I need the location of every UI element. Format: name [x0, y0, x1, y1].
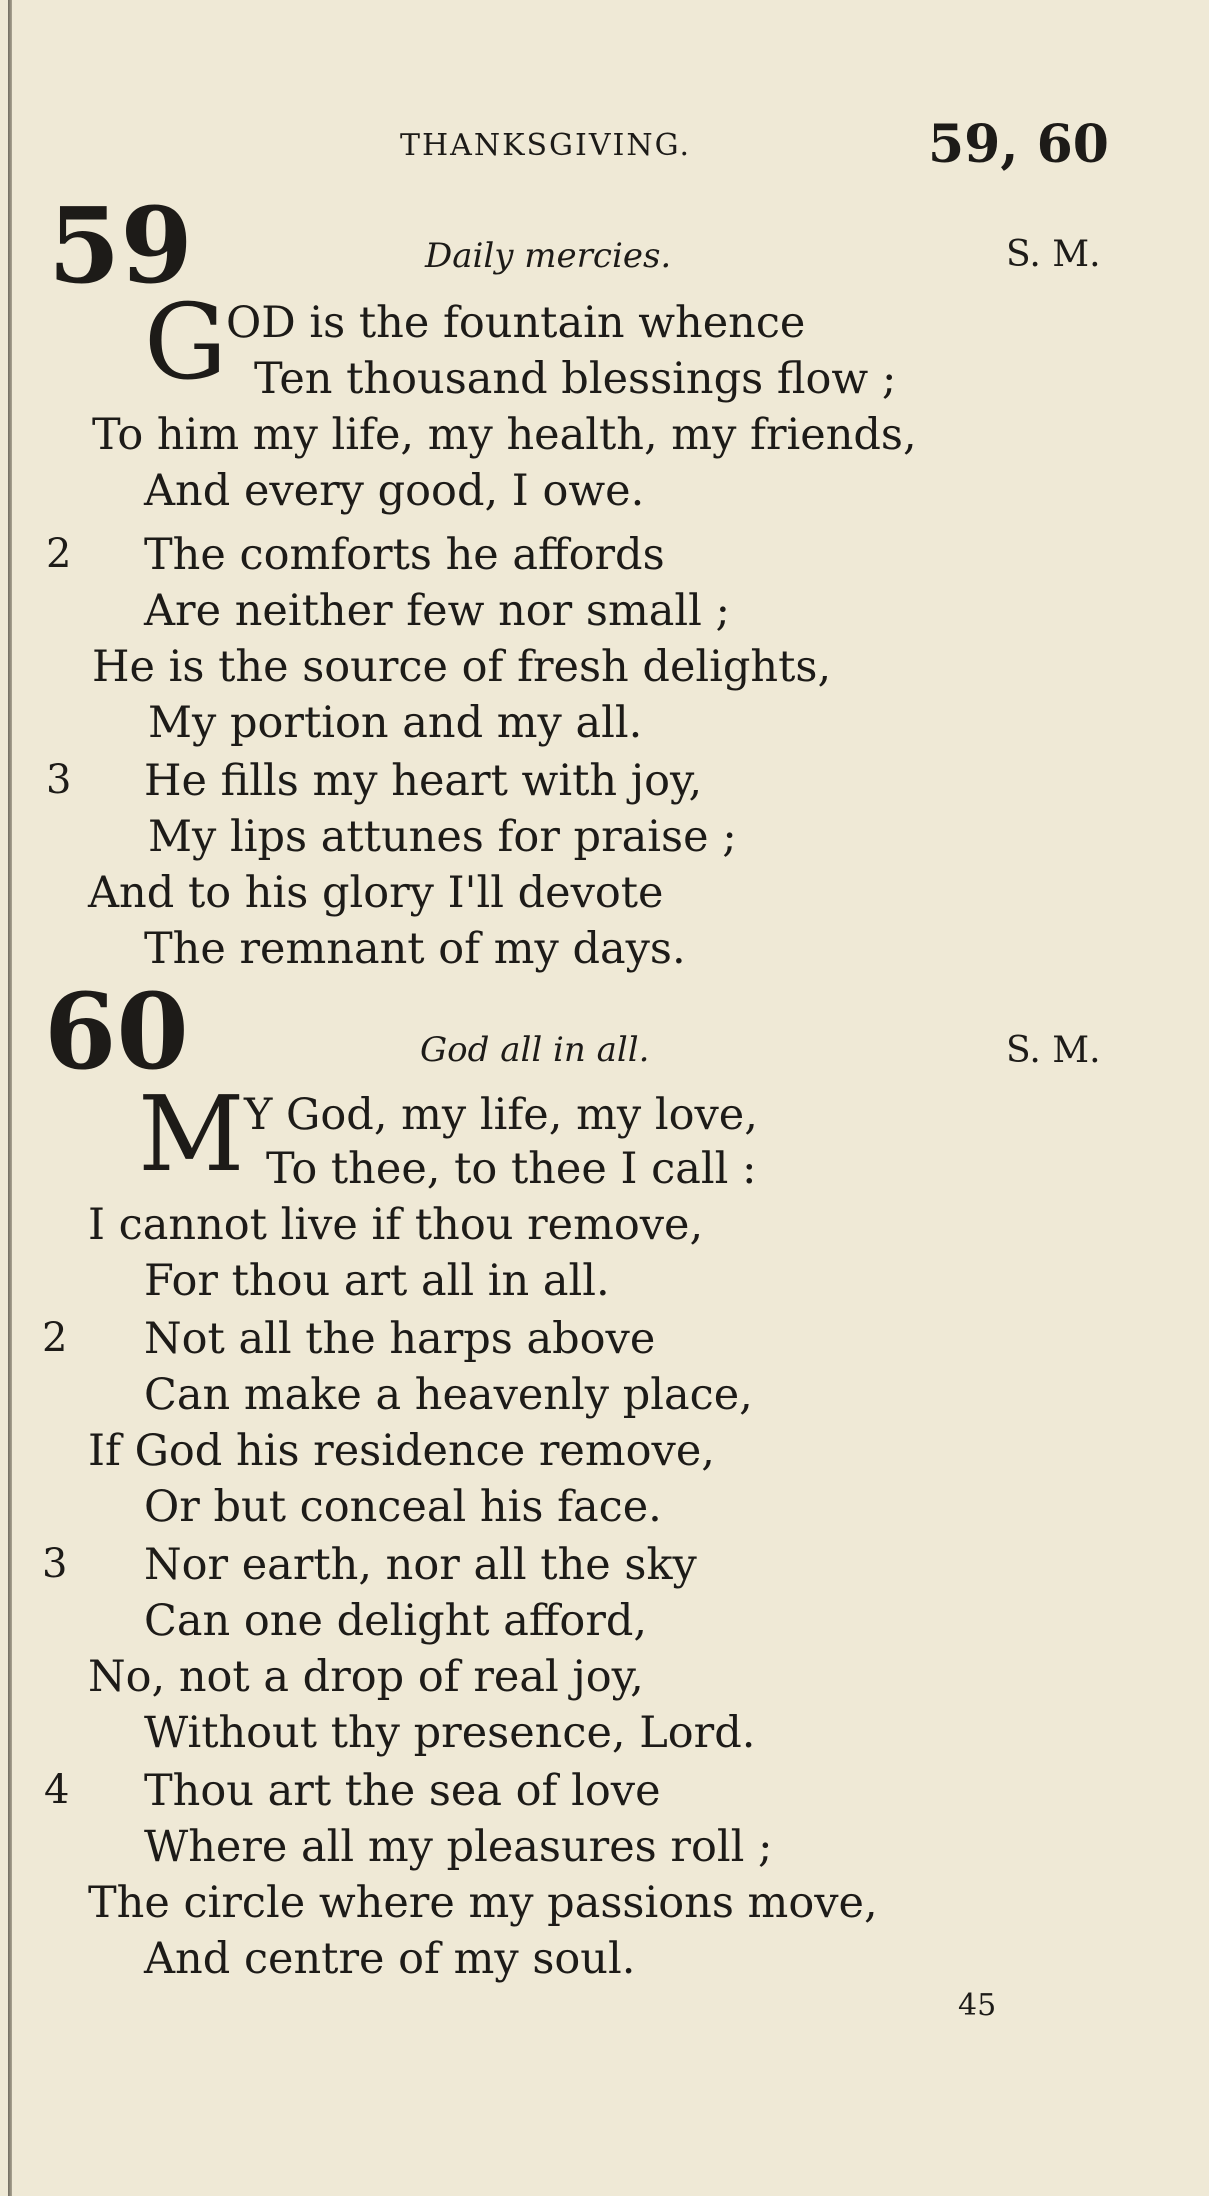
verse-line: Thou art the sea of love [144, 1766, 661, 1816]
verse-line: And centre of my soul. [144, 1934, 636, 1984]
verse-line: Nor earth, nor all the sky [144, 1540, 697, 1590]
stanza-number: 2 [46, 531, 72, 577]
hymn-number: 59 [48, 184, 193, 307]
verse-line: Where all my pleasures roll ; [144, 1822, 773, 1872]
verse-line: I cannot live if thou remove, [88, 1200, 704, 1250]
verse-line: And to his glory I'll devote [88, 868, 664, 918]
hymn-meter: S. M. [1006, 1030, 1101, 1071]
verse-line: And every good, I owe. [144, 466, 645, 516]
stanza-number: 3 [42, 1541, 68, 1587]
binding-edge [8, 0, 12, 2196]
verse-line: No, not a drop of real joy, [88, 1652, 644, 1702]
verse-line: He fills my heart with joy, [144, 756, 703, 806]
verse-line: Or but conceal his face. [144, 1482, 662, 1532]
hymn-range: 59, 60 [928, 114, 1109, 175]
page-number: 45 [958, 1988, 997, 2023]
hymn-meter: S. M. [1006, 234, 1101, 275]
verse-line: For thou art all in all. [144, 1256, 610, 1306]
stanza-number: 2 [42, 1315, 68, 1361]
verse-line: My portion and my all. [148, 698, 643, 748]
verse-line: My lips attunes for praise ; [148, 812, 737, 862]
verse-line: The remnant of my days. [144, 924, 686, 974]
running-head: THANKSGIVING. [400, 128, 692, 163]
verse-line: He is the source of fresh delights, [92, 642, 832, 692]
verse-line: The comforts he affords [144, 530, 665, 580]
verse-line: If God his residence remove, [88, 1426, 715, 1476]
verse-line: Can make a heavenly place, [144, 1370, 753, 1420]
verse-line: The circle where my passions move, [88, 1878, 878, 1928]
verse-line: Are neither few nor small ; [144, 586, 731, 636]
drop-cap: G [144, 281, 228, 403]
verse-line: Without thy presence, Lord. [144, 1708, 756, 1758]
stanza-number: 3 [46, 757, 72, 803]
verse-line: Ten thousand blessings flow ; [254, 354, 897, 404]
stanza-number: 4 [44, 1767, 70, 1813]
drop-cap: M [138, 1073, 245, 1195]
verse-line: Not all the harps above [144, 1314, 656, 1364]
hymn-title: Daily mercies. [425, 236, 672, 276]
verse-line: OD is the fountain whence [226, 298, 806, 348]
verse-line: Can one delight afford, [144, 1596, 648, 1646]
hymn-title: God all in all. [420, 1030, 650, 1070]
hymn-number: 60 [44, 970, 189, 1093]
verse-line: To him my life, my health, my friends, [92, 410, 917, 460]
verse-line: Y God, my life, my love, [244, 1090, 758, 1140]
verse-line: To thee, to thee I call : [266, 1144, 757, 1194]
